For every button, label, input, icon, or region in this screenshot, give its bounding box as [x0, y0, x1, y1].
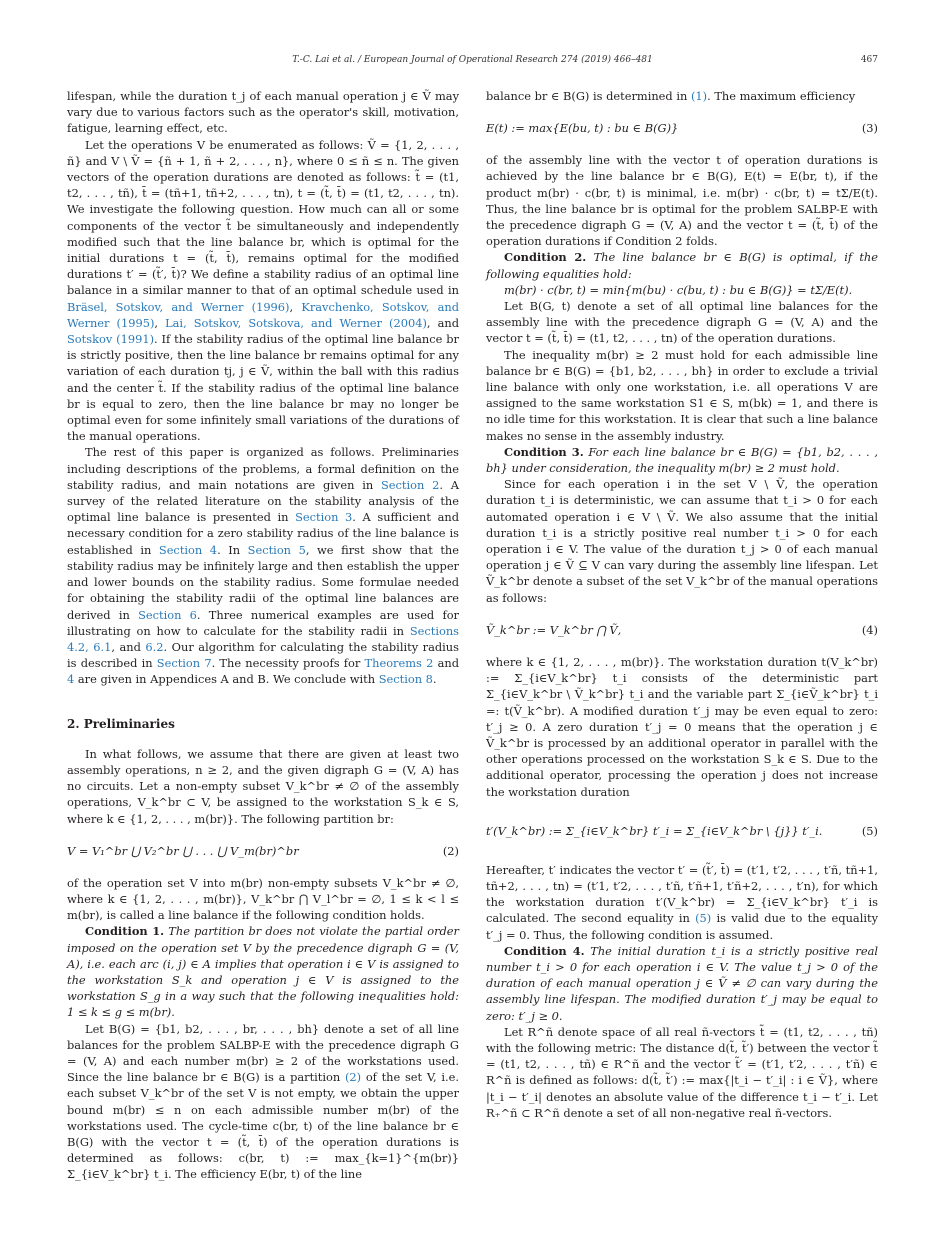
paragraph-text: . A survey of the related literature on the stability analysis of the optimal line balance is presented in — [67, 477, 459, 525]
paragraph — [486, 862, 878, 943]
citation-link[interactable]: Sotskov (1991) — [67, 332, 155, 347]
section-link[interactable]: 6.2 — [145, 639, 164, 654]
paragraph-text: are given in Appendices A and B. We conclude with — [77, 672, 376, 687]
right-column — [486, 88, 878, 1121]
condition-2 — [486, 249, 878, 281]
paragraph-text: . A sufficient and necessary condition for a zero stability radius of the line balance is established in — [67, 510, 459, 557]
condition-1 — [67, 923, 459, 1020]
condition-body: The initial duration t_i is a strictly positive real number t_i > 0 for each operation i ∈ V. The value t_j > 0 of the duration of each manual operation j ∈ Ṽ ≠ ∅ can vary during the assembly line lifespan. The modified duration t′_j may be equal to zero: t′_j ≥ 0. — [486, 943, 879, 1023]
page-number: 467 — [860, 55, 878, 65]
paragraph-text: and — [437, 656, 459, 671]
paragraph: Let the operations V be enumerated as follows: Ṽ = {1, 2, . . . , ñ} and V \ Ṽ = {ñ + 1, ñ + 2, . . . , n}, where 0 ≤ ñ ≤ n. The given vectors of the operation durations are denoted as follows: t̃ = (t1, t2, . . . , tñ), t̄ = (tñ+1, tñ+2, . . . , tn), t = (t̃, t̄) = (t1, t2, . . . , tn). We investigate the following question. How much can all or some components of the vector t̃ be simultaneously and independently modified such that the line balance br, which is optimal for the initial durations t = (t̃, t̄), remains optimal for the modified durations t′ = (t̃′, t̄)? We define a stability radius of an optimal line balance in a similar manner to that of an optimal schedule used in Bräsel, Sotskov, and Werner (1996), Kravchenko, Sotskov, and Werner (1995), Lai, Sotskov, Sotskova, and Werner (2004), and Sotskov (1991). If the stability radius of the optimal line balance br is strictly positive, then the line balance br remains optimal for any variation of each duration tj, j ∈ Ṽ, within the ball with this radius and the center t̃. If the stability radius of the optimal line balance br is equal to zero, then the line balance br may no longer be optimal even for some infinitely small variations of the durations of the manual operations. — [67, 137, 460, 444]
equation-link[interactable]: (5) — [695, 911, 712, 926]
equation-number: (2) — [442, 843, 459, 858]
paragraph-text: Let B(G) = {b1, b2, . . . , br, . . . , bh} denote a set of all line balances for the problem SALBP-E with the precedence digraph G = (V, A) and each number m(br) ≥ 2 of the workstations used. Since the line balance br ∈ B(G) is a partition — [67, 1021, 459, 1085]
equation-body: t′(V_k^br) := Σ_{i∈V_k^br} t′_i = Σ_{i∈V_k^br \ {j}} t′_i. — [486, 823, 823, 838]
condition-body: The partition br does not violate the partial order imposed on the operation set V by the precedence digraph G = (V, A), i.e. each arc (i, j) ∈ A implies that operation i ∈ V is assigned to the workstation S_k and operation j ∈ V is assigned to the workstation S_g in a way such that the following inequalities hold: 1 ≤ k ≤ g ≤ m(br). — [67, 924, 459, 1020]
section-link[interactable]: Section 2 — [380, 477, 440, 492]
paragraph-text: , and — [111, 639, 141, 654]
paragraph-text: , we first show that the stability radius may be infinitely large and then establish the upper and lower bounds on the stability radius. Some formulae needed for obtaining the stability radii of the optimal line balances are derived in — [67, 542, 460, 622]
equation-link[interactable]: (2) — [344, 1070, 362, 1085]
equation-2 — [67, 837, 459, 865]
section-link[interactable]: Section 4 — [158, 542, 218, 557]
paragraph — [67, 444, 459, 687]
paragraph: lifespan, while the duration t_j of each manual operation j ∈ Ṽ may vary due to various factors such as the operator's skill, motivation, fatigue, learning effect, etc. — [67, 89, 459, 136]
paragraph — [486, 88, 878, 104]
paragraph-text: . Three numerical examples are used for illustrating on how to calculate for the stability radii in — [67, 607, 459, 638]
condition-equation: m(br) · c(br, t) = min{m(bu) · c(bu, t) : bu ∈ B(G)} = tΣ/E(t). — [504, 282, 853, 297]
section-link[interactable]: Section 8 — [378, 672, 433, 687]
paragraph-text: Hereafter, t′ indicates the vector t′ = (t̃′, t̄) = (t′1, t′2, . . . , t′ñ, tñ+1, tñ+2, . . . , tn) = (t′1, t′2, . . . , t′ñ, t′ñ+1, t′ñ+2, . . . , t′n), for which the workstation duration t′(V_k^br) = Σ_{i∈V_k^br} t′_i is calculated. The second equality in — [486, 862, 878, 926]
equation-link[interactable]: (1) — [690, 89, 708, 103]
condition-body: The line balance br ∈ B(G) is optimal, if the following equalities hold: — [486, 250, 879, 281]
condition-3 — [486, 444, 878, 476]
left-column — [67, 88, 459, 1183]
paragraph-text: of the set V, i.e. each subset V_k^br of the set V is not empty, we obtain the upper bound m(br) ≤ n on each admissible number m(br) of the workstations used. The cycle-time c(br, t) of the line balance br ∈ B(G) with the vector t = (t̃, t̄) of the operation durations is determined as follows: c(br, t) := max_{k=1}^{m(br)} Σ_{i∈V_k^br} t_i. The efficiency E(br, t) of the line — [67, 1070, 460, 1182]
equation-3 — [486, 114, 878, 142]
equation-body: Ṽ_k^br := V_k^br ⋂ Ṽ, — [486, 622, 622, 637]
condition-4 — [486, 943, 878, 1024]
paragraph: The inequality m(br) ≥ 2 must hold for each admissible line balance br ∈ B(G) = {b1, b2, . . . , bh} in order to exclude a trivial line balance with only one workstation, i.e. all operations V are assigned to the same workstation S1 ∈ S, m(bk) = 1, and there is no idle time for this workstation. It is clear that such a line balance makes no sense in the assembly industry. — [486, 347, 878, 443]
equation-number: (4) — [861, 622, 878, 637]
section-link[interactable]: Section 6 — [138, 607, 197, 622]
equation-number: (3) — [861, 121, 878, 136]
theorem-link[interactable]: Theorems 2 — [364, 656, 434, 671]
equation-5 — [486, 810, 878, 852]
paragraph-text: . Our algorithm for calculating the stability radius is described in — [67, 639, 459, 671]
section-link[interactable]: Sections 4.2, 6.1 — [67, 623, 459, 654]
condition-body: For each line balance br ∈ B(G) = {b1, b2, . . . , bh} under consideration, the inequality m(br) ≥ 2 must hold. — [486, 444, 879, 476]
paragraph-text: . The maximum efficiency — [707, 89, 856, 103]
paragraph-text: The rest of this paper is organized as follows. Preliminaries including descriptions of the problems, a formal definition on the stability radius, and main notations are given in — [67, 445, 459, 492]
paragraph-text: . If the stability radius of the optimal line balance br is strictly positive, then the line balance br remains optimal for any variation of each duration tj, j ∈ Ṽ, within the ball with this radius and the center t̃. If the stability radius of the optimal line balance br is equal to zero, then the line balance br may no longer be optimal even for some infinitely small variations of the durations of the manual operations. — [67, 332, 460, 444]
condition-label: Condition 2. — [504, 250, 587, 265]
paragraph-text: Let the operations V be enumerated as follows: Ṽ = {1, 2, . . . , ñ} and V \ Ṽ = {ñ + 1, ñ + 2, . . . , n}, where 0 ≤ ñ ≤ n. The given vectors of the operation durations are denoted as follows: t̃ = (t1, t2, . . . , tñ), t̄ = (tñ+1, tñ+2, . . . , tn), t = (t̃, t̄) = (t1, t2, . . . , tn). We investigate the following question. How much can all or some components of the vector t̃ be simultaneously and independently modified such that the line balance br, which is optimal for the initial durations t = (t̃, t̄), remains optimal for the modified durations t′ = (t̃′, t̄)? We define a stability radius of an optimal line balance in a similar manner to that of an optimal schedule used in — [67, 137, 459, 298]
paragraph: of the assembly line with the vector t of operation durations is achieved by the line balance br ∈ B(G), E(t) = E(br, t), if the product m(br) · c(br, t) is minimal, i.e. m(br) · c(br, t) = tΣ/E(t). Thus, the line balance br is optimal for the problem SALBP-E with the precedence digraph G = (V, A) and the vector t = (t̃, t̄) of the operation durations if Condition 2 folds. — [486, 153, 878, 249]
citation-link[interactable]: Bräsel, Sotskov, and Werner (1996) — [67, 299, 290, 314]
running-header — [67, 55, 878, 71]
paragraph: where k ∈ {1, 2, . . . , m(br)}. The workstation duration t(V_k^br) := Σ_{i∈V_k^br} t_i consists of the deterministic part Σ_{i∈V_k^br \ Ṽ_k^br} t_i and the variable part Σ_{i∈Ṽ_k^br} t_i =: t(Ṽ_k^br). A modified duration t′_j may be even equal to zero: t′_j ≥ 0. A zero duration t′_j = 0 means that the operation j ∈ Ṽ_k^br is processed by an additional operator in parallel with the other operations processed on the workstation S_k ∈ S. Due to the additional operator, processing the operation j does not increase the workstation duration — [486, 654, 878, 799]
paragraph-text: is valid due to the equality t′_j = 0. Thus, the following condition is assumed. — [486, 911, 878, 942]
equation-number: (5) — [861, 823, 878, 838]
citation-link[interactable]: Kravchenko, Sotskov, and Werner (1995) — [67, 299, 459, 330]
paragraph-text: . The necessity proofs for — [211, 656, 361, 671]
paragraph: Let B(G, t) denote a set of all optimal line balances for the assembly line with the precedence digraph G = (V, A) and the vector t = (t̃, t̄) = (t1, t2, . . . , tn) of the operation durations. — [486, 299, 878, 346]
paragraph-text: balance br ∈ B(G) is determined in — [486, 89, 688, 103]
running-title: T.-C. Lai et al. / European Journal of Operational Research 274 (2019) 466–481 — [292, 55, 653, 65]
paragraph-text: . In — [217, 542, 241, 557]
condition-label: Condition 4. — [504, 943, 585, 958]
equation-body: E(t) := max{E(bu, t) : bu ∈ B(G)} — [486, 121, 679, 136]
paragraph-text: . — [432, 672, 437, 687]
section-link[interactable]: Section 5 — [247, 542, 306, 557]
equation-body: V = V₁^br ⋃ V₂^br ⋃ . . . ⋃ V_m(br)^br — [67, 843, 299, 858]
condition-label: Condition 1. — [85, 924, 165, 939]
paragraph: of the operation set V into m(br) non-empty subsets V_k^br ≠ ∅, where k ∈ {1, 2, . . . , m(br)}, V_k^br ⋂ V_l^br = ∅, 1 ≤ k < l ≤ m(br), is called a line balance if the following condition holds. — [67, 875, 459, 923]
theorem-link[interactable]: 4 — [67, 672, 75, 687]
paragraph: Let R^ñ denote space of all real ñ-vectors t̃ = (t1, t2, . . . , tñ) with the following metric: The distance d(t̃, t̃′) between the vector t̃ = (t1, t2, . . . , tñ) ∈ R^ñ and the vector t̃′ = (t′1, t′2, . . . , t′ñ) ∈ R^ñ is defined as follows: d(t̃, t̃′) := max{|t_i − t′_i| : i ∈ Ṽ}, where |t_i − t′_i| denotes an absolute value of the difference t_i − t′_i. Let R₊^ñ ⊂ R^ñ denote a set of all non-negative real ñ-vectors. — [486, 1024, 878, 1120]
citation-link[interactable]: Lai, Sotskov, Sotskova, and Werner (2004) — [165, 315, 427, 330]
section-link[interactable]: Section 7 — [156, 656, 212, 671]
paragraph: In what follows, we assume that there are given at least two assembly operations, n ≥ 2, and the given digraph G = (V, A) has no circuits. Let a non-empty subset V_k^br ≠ ∅ of the assembly operations, V_k^br ⊂ V, be assigned to the workstation S_k ∈ S, where k ∈ {1, 2, . . . , m(br)}. The following partition br: — [67, 746, 459, 826]
paragraph: Since for each operation i in the set V \ Ṽ, the operation duration t_i is deterministic, we can assume that t_i > 0 for each automated operation i ∈ V \ Ṽ. We also assume that the initial duration t_i is a strictly positive real number t_i > 0 for each operation i ∈ V. The value of the duration t_j > 0 of each manual operation j ∈ Ṽ ⊆ V can vary during the assembly line lifespan. Let Ṽ_k^br denote a subset of the set V_k^br of the manual operations as follows: — [486, 477, 878, 605]
condition-label: Condition 3. — [504, 444, 584, 459]
section-link[interactable]: Section 3 — [295, 510, 353, 525]
paragraph — [67, 1021, 459, 1183]
equation-4 — [486, 616, 878, 644]
section-heading: 2. Preliminaries — [67, 716, 175, 731]
